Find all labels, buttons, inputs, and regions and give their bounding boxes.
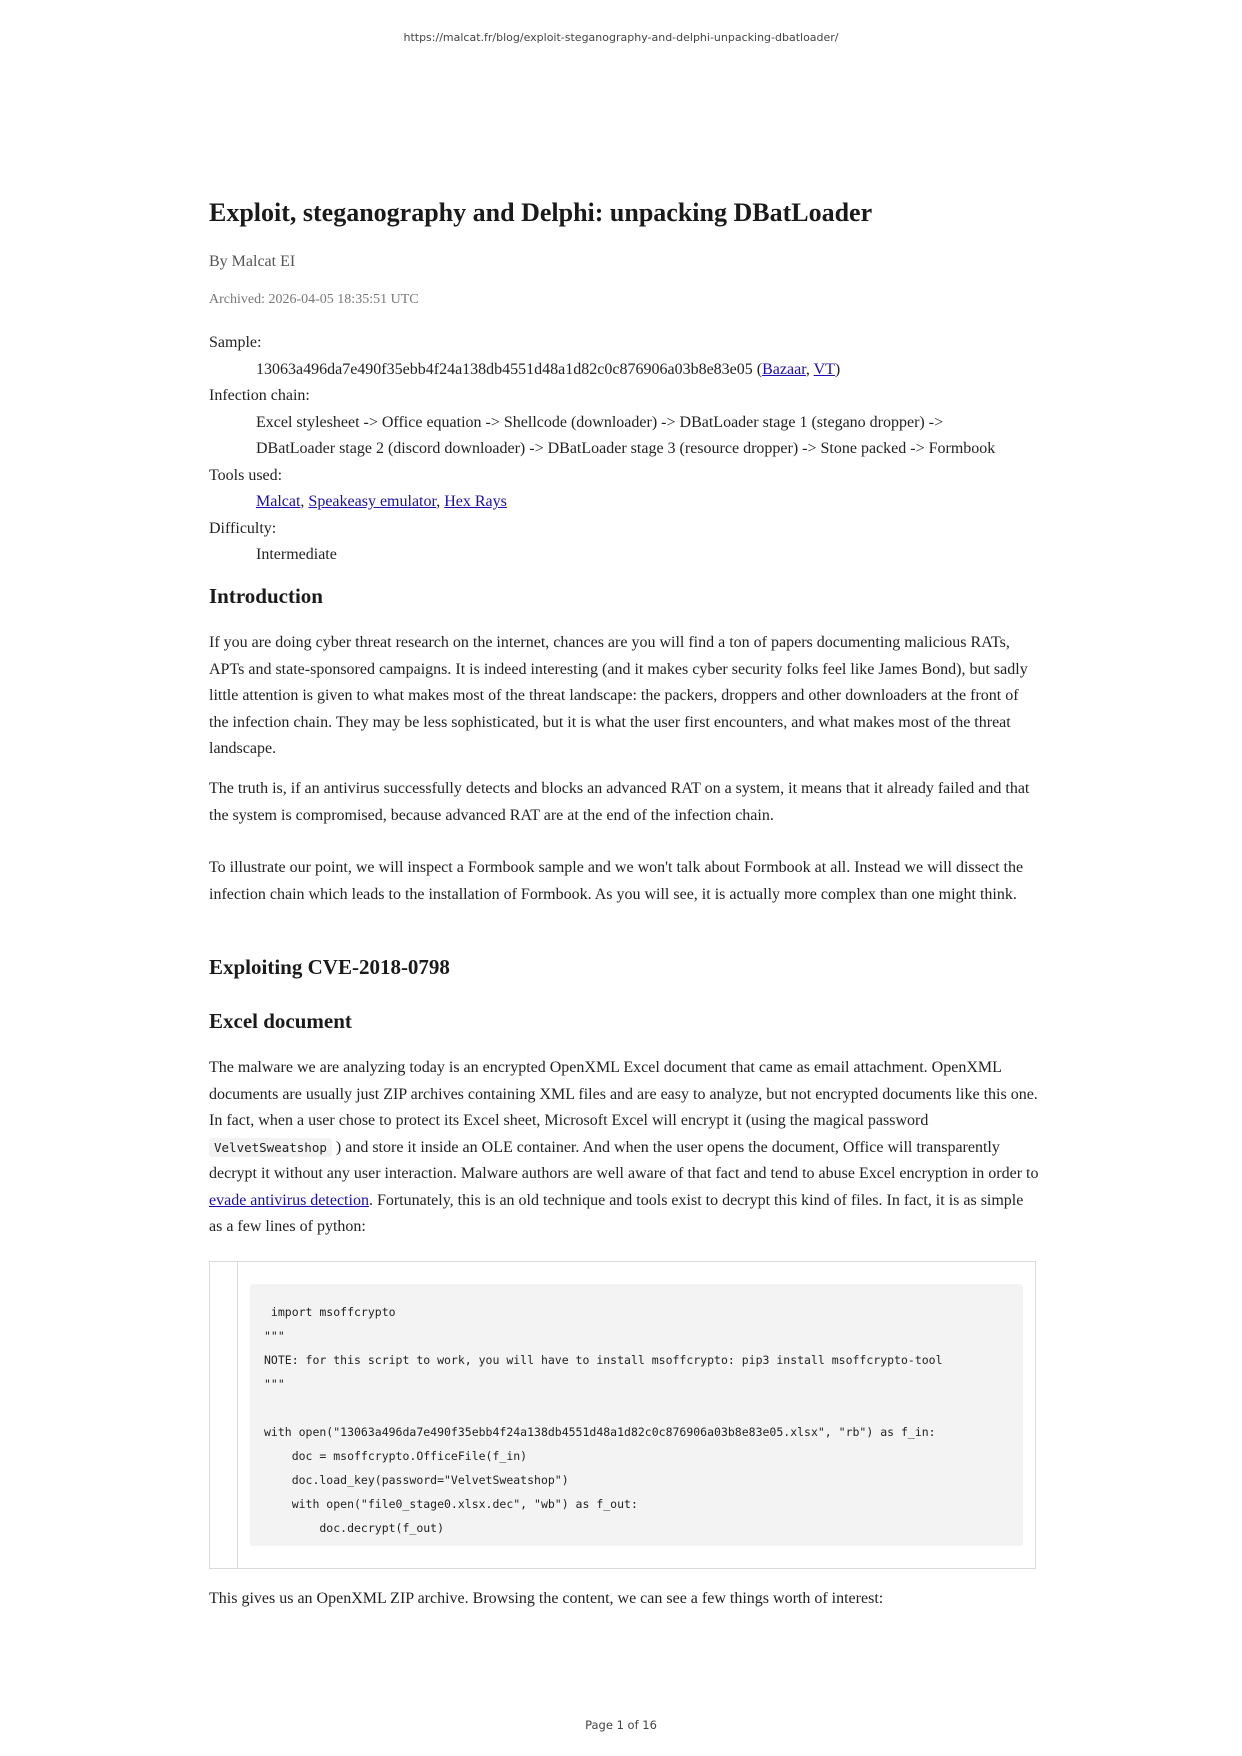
infection-chain-label: Infection chain: [209, 387, 310, 404]
code-block [209, 1261, 1036, 1569]
bazaar-link[interactable]: Bazaar [762, 360, 806, 378]
sample-hash: 13063a496da7e490f35ebb4f24a138db4551d48a1d82c0c876906a03b8e83e05 [256, 360, 753, 378]
tools-used-label: Tools used: [209, 466, 283, 484]
cve-heading: Exploiting CVE-2018-0798 [209, 955, 450, 979]
intro-paragraph-1: If you are doing cyber threat research on the internet, chances are you will find a ton of papers documenting malicious RATs, APTs and state-sponsored campaigns. It is indeed interesting (and it makes cyber security folks feel like James Bond), but sadly little attention is given to what makes most of the threat landscape: the packers, droppers and other downloaders at the front of the infection chain. They may be less sophisticated, but it is what the user first encounters, and what makes most of the threat landscape. [209, 634, 1028, 757]
python-code[interactable]: import msoffcrypto """ NOTE: for this script to work, you will have to install msoffcrypto: pip3 install msoffcrypto-tool """ with open("13063a496da7e490f35ebb4f24a138db4551d48a1d82c0c876906a03b8e83e05.xlsx", "rb") as f_in: doc = msoffcrypto.OfficeFile(f_in) doc.load_key(password="VelvetSweatshop") with open("file0_stage0.xlsx.dec", "wb") as f_out: doc.decrypt(f_out) [264, 1305, 943, 1535]
malcat-link[interactable]: Malcat [256, 493, 301, 510]
difficulty-value: Intermediate [256, 546, 337, 563]
code-gutter [237, 1262, 238, 1568]
infection-chain-line: Excel stylesheet -> Office equation -> Shellcode (downloader) -> DBatLoader stage 1 (stegano dropper) -> [256, 413, 944, 431]
sample-value: 13063a496da7e490f35ebb4f24a138db4551d48a1d82c0c876906a03b8e83e05 (Bazaar, VT) [256, 360, 841, 378]
evade-antivirus-link[interactable]: evade antivirus detection [209, 1191, 369, 1209]
page-number: Page 1 of 16 [585, 1718, 657, 1732]
after-code-paragraph: This gives us an OpenXML ZIP archive. Browsing the content, we can see a few things worth of interest: [209, 1590, 884, 1607]
inline-code-password: VelvetSweatshop [209, 1138, 332, 1157]
hex-rays-link[interactable]: Hex Rays [444, 493, 507, 510]
excel-document-heading: Excel document [209, 1009, 352, 1033]
article-title: Exploit, steganography and Delphi: unpacking DBatLoader [209, 198, 873, 227]
vt-link[interactable]: VT [813, 360, 835, 378]
article-byline: By Malcat EI [209, 253, 296, 270]
article-metadata [209, 330, 1039, 569]
speakeasy-link[interactable]: Speakeasy emulator [308, 493, 437, 510]
code-area [250, 1284, 1023, 1546]
tools-used-value: Malcat, Speakeasy emulator, Hex Rays [256, 493, 507, 510]
infection-chain-line: DBatLoader stage 2 (discord downloader) -> DBatLoader stage 3 (resource dropper) -> Stone packed -> Formbook [256, 440, 996, 457]
page-url-header: https://malcat.fr/blog/exploit-steganography-and-delphi-unpacking-dbatloader/ [403, 31, 839, 44]
sample-label: Sample: [209, 334, 262, 351]
introduction-heading: Introduction [209, 584, 323, 608]
excel-paragraph: The malware we are analyzing today is an encrypted OpenXML Excel document that came as email attachment. OpenXML documents are usually just ZIP archives containing XML files and are easy to analyze, but not encrypted documents like this one. In fact, when a user chose to protect its Excel sheet, Microsoft Excel will encrypt it (using the magical password VelvetSweatshop ) and store it inside an OLE container. And when the user opens the document, Office will transparently decrypt it without any user interaction. Malware authors are well aware of that fact and tend to abuse Excel encryption in order to evade antivirus detection. Fortunately, this is an old technique and tools exist to decrypt this kind of files. In fact, it is as simple as a few lines of python: [209, 1059, 1039, 1235]
infection-chain-value [256, 410, 1039, 463]
intro-paragraph-3: To illustrate our point, we will inspect a Formbook sample and we won't talk about Formbook at all. Instead we will dissect the infection chain which leads to the installation of Formbook. As you will see, it is actually more complex than one might think. [209, 859, 1024, 903]
archived-timestamp: Archived: 2026-04-05 18:35:51 UTC [209, 292, 419, 307]
difficulty-label: Difficulty: [209, 519, 277, 537]
intro-paragraph-2: The truth is, if an antivirus successfully detects and blocks an advanced RAT on a system, it means that it already failed and that the system is compromised, because advanced RAT are at the end of the infection chain. [209, 780, 1030, 824]
